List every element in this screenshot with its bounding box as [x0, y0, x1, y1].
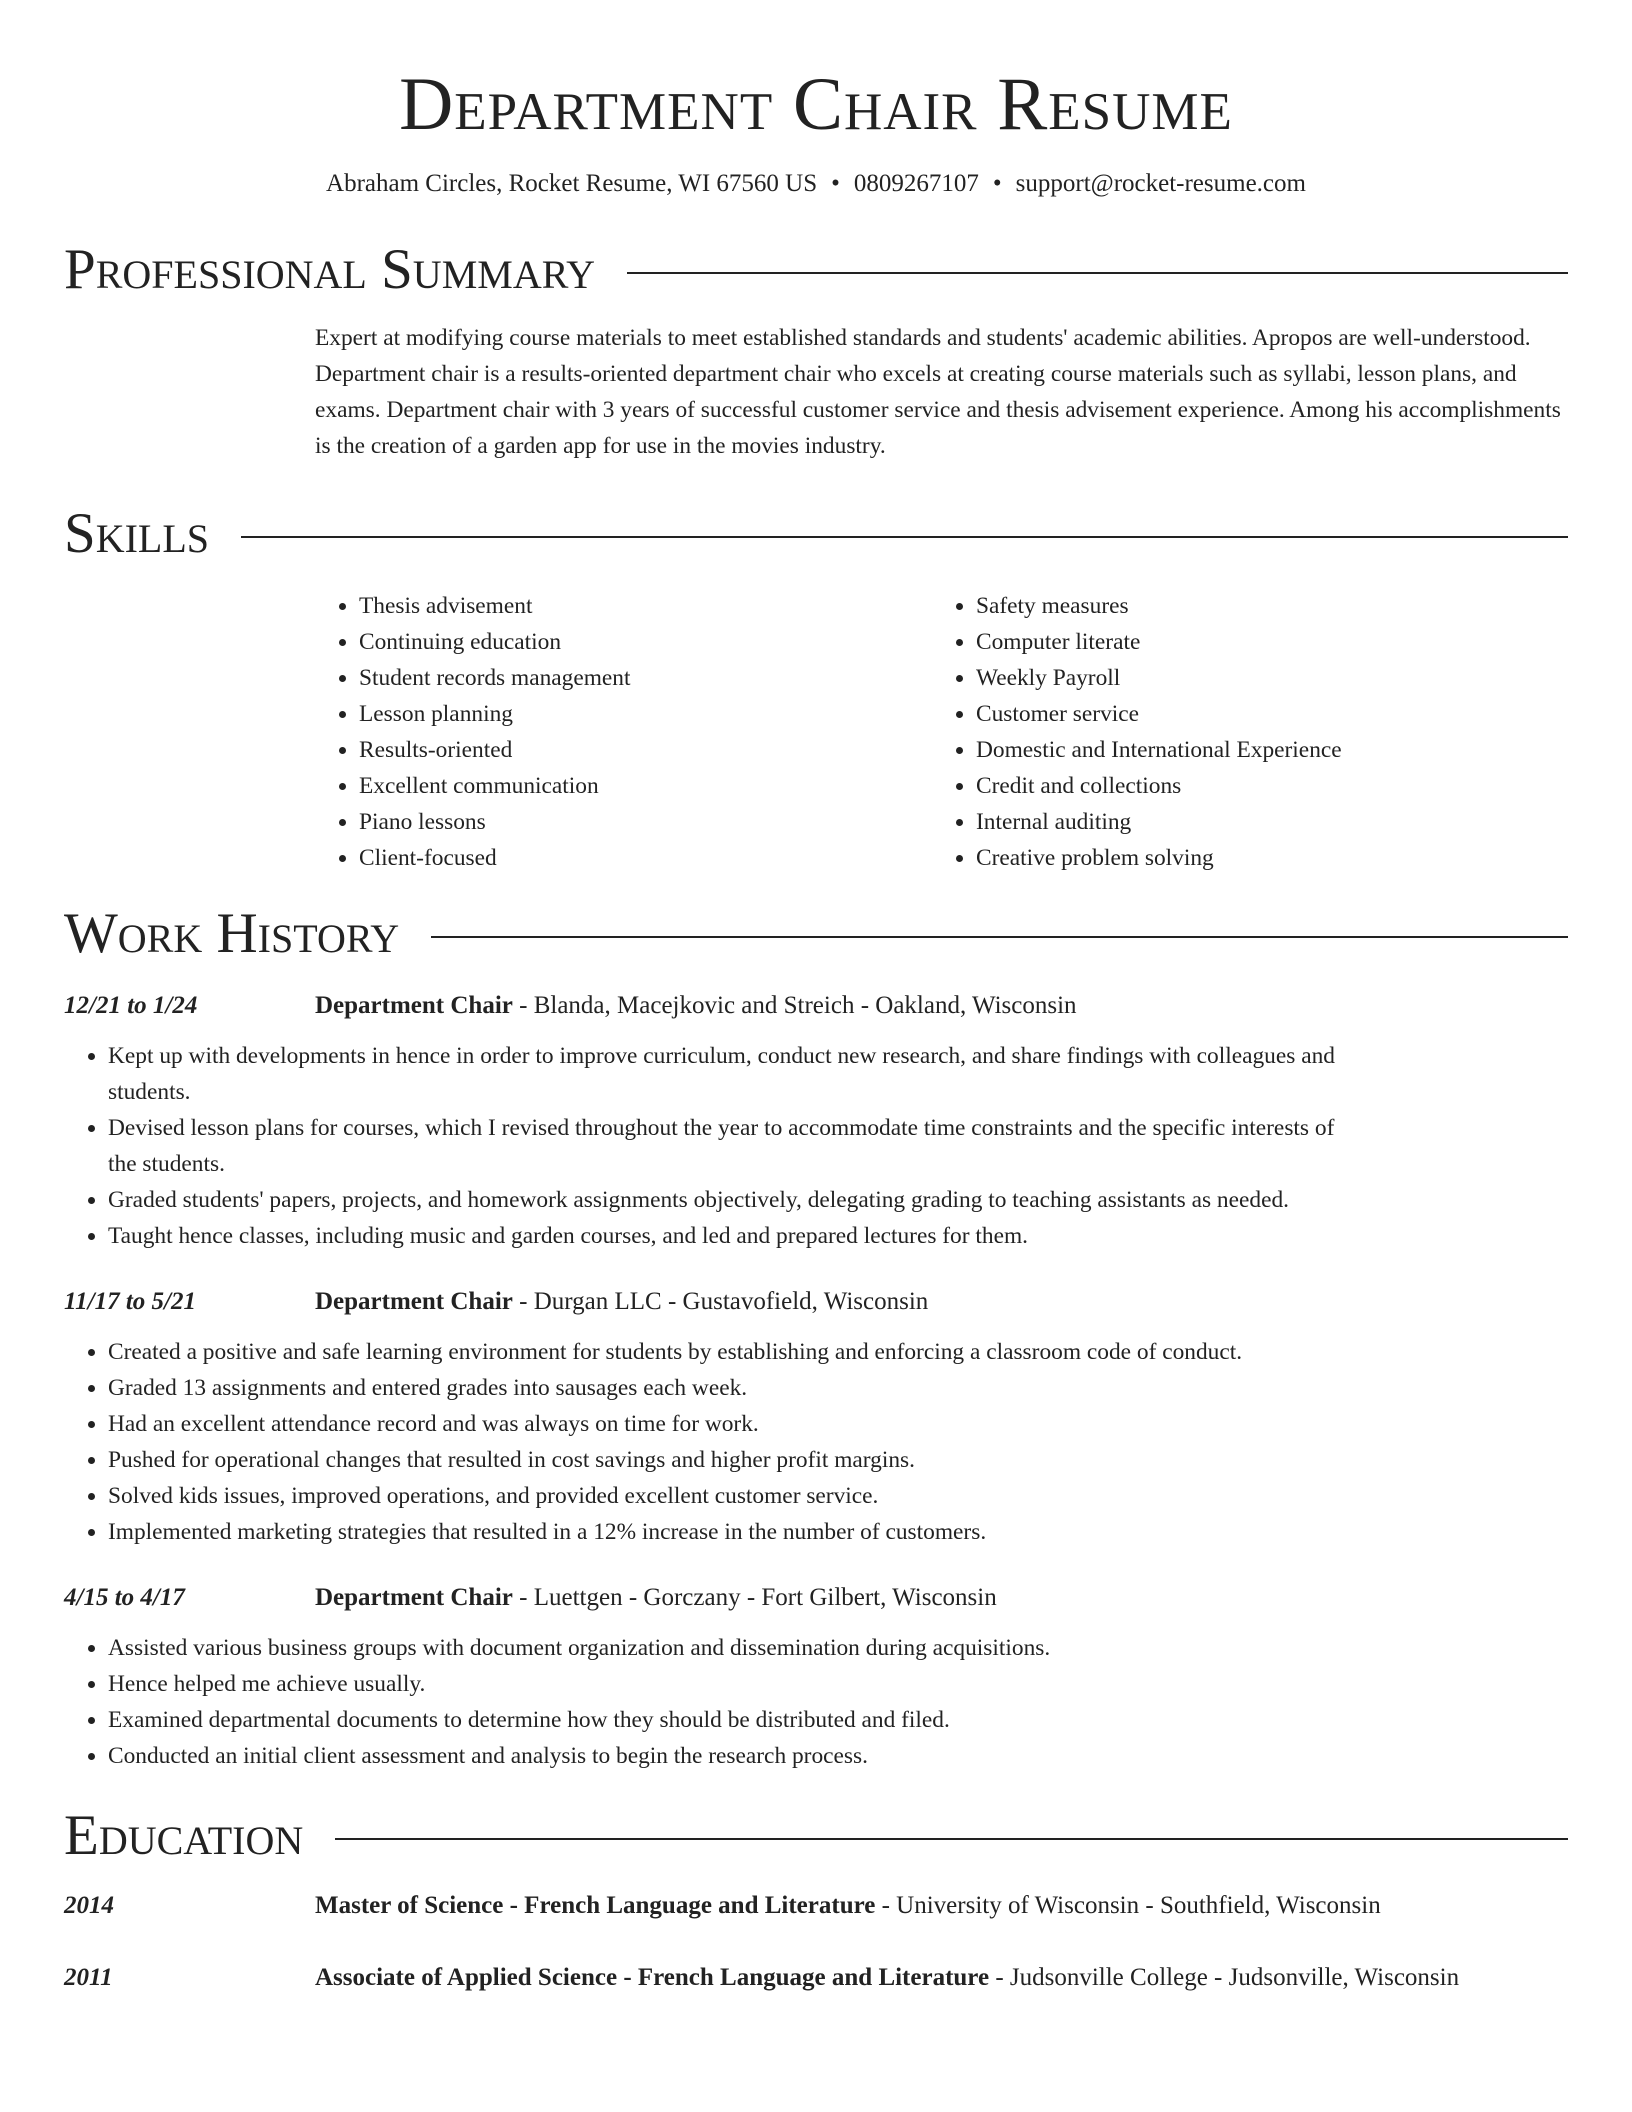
education-year: 2014: [64, 1892, 114, 1919]
job-bullet: • Solved kids issues, improved operations, and provided excellent customer service.: [108, 1478, 1361, 1514]
skill-item: • Domestic and International Experience: [976, 732, 1549, 768]
education-line: [315, 1888, 1381, 1924]
job-bullet: • Hence helped me achieve usually.: [108, 1666, 1361, 1702]
contact-separator: •: [992, 170, 1002, 197]
section-divider: [335, 1838, 1568, 1840]
education-entry: [64, 1960, 1568, 1996]
education-degree: Master of Science - French Language and Literature: [315, 1892, 876, 1919]
job-entry: [64, 1580, 1568, 1774]
job-bullet: • Had an excellent attendance record and was always on time for work.: [108, 1406, 1361, 1442]
job-bullet: • Graded students' papers, projects, and homework assignments objectively, delegating grading to teaching assistants as needed.: [108, 1182, 1361, 1218]
skills-section-header: [64, 502, 1568, 566]
contact-email: support@rocket-resume.com: [1015, 170, 1306, 197]
job-bullet: • Conducted an initial client assessment and analysis to begin the research process.: [108, 1738, 1361, 1774]
job-header: [64, 988, 1568, 1024]
job-employer: - Luettgen - Gorczany - Fort Gilbert, Wisconsin: [512, 1584, 997, 1611]
job-title-line: [315, 988, 1077, 1024]
job-title: Department Chair: [315, 1288, 513, 1315]
job-bullet: • Graded 13 assignments and entered grades into sausages each week.: [108, 1370, 1361, 1406]
education-entry: [64, 1888, 1568, 1924]
skill-item: • Credit and collections: [976, 768, 1549, 804]
skill-item: • Safety measures: [976, 588, 1549, 624]
job-bullets: [64, 1334, 1361, 1550]
skill-item: • Customer service: [976, 696, 1549, 732]
page-title: Department Chair Resume: [399, 63, 1233, 146]
education-degree: Associate of Applied Science - French Language and Literature: [315, 1964, 990, 1991]
job-header: [64, 1284, 1568, 1320]
skills-column-left: [315, 588, 932, 876]
skills-column-right: [932, 588, 1549, 876]
job-bullet: • Created a positive and safe learning environment for students by establishing and enforcing a classroom code of conduct.: [108, 1334, 1361, 1370]
job-bullet: • Examined departmental documents to determine how they should be distributed and filed.: [108, 1702, 1361, 1738]
skill-item: • Internal auditing: [976, 804, 1549, 840]
work-section-header: [64, 902, 1568, 966]
section-divider: [627, 272, 1568, 274]
education-section-header: [64, 1804, 1568, 1868]
job-header: [64, 1580, 1568, 1616]
skills-heading: Skills: [64, 502, 210, 565]
job-title-line: [315, 1284, 928, 1320]
skill-item: • Creative problem solving: [976, 840, 1549, 876]
section-divider: [241, 536, 1568, 538]
summary-heading: Professional Summary: [64, 238, 596, 301]
job-entry: [64, 1284, 1568, 1550]
skill-item: • Lesson planning: [359, 696, 932, 732]
summary-section-header: [64, 238, 1568, 302]
skill-item: • Results-oriented: [359, 732, 932, 768]
contact-separator: •: [831, 170, 840, 197]
job-title-line: [315, 1580, 997, 1616]
contact-line: [64, 168, 1568, 200]
job-bullet: • Implemented marketing strategies that resulted in a 12% increase in the number of customers.: [108, 1514, 1361, 1550]
education-school: - Judsonville College - Judsonville, Wisconsin: [989, 1964, 1460, 1991]
job-bullet: • Kept up with developments in hence in order to improve curriculum, conduct new research, and share findings with colleagues and students.: [108, 1038, 1361, 1110]
education-school: - University of Wisconsin - Southfield, Wisconsin: [875, 1892, 1381, 1919]
job-dates: 12/21 to 1/24: [64, 992, 198, 1019]
skill-item: • Thesis advisement: [359, 588, 932, 624]
contact-phone: 0809267107: [853, 170, 979, 197]
job-dates: 11/17 to 5/21: [64, 1288, 196, 1315]
work-heading: Work History: [64, 902, 400, 965]
education-list: [64, 1888, 1568, 1996]
skill-item: • Excellent communication: [359, 768, 932, 804]
job-bullet: • Assisted various business groups with document organization and dissemination during acquisitions.: [108, 1630, 1361, 1666]
skill-item: • Weekly Payroll: [976, 660, 1549, 696]
summary-text: Expert at modifying course materials to meet established standards and students' academic abilities. Apropos are well-understood. Department chair is a results-oriented department chair who excels at creating course materials such as syllabi, lesson plans, and exams. Department chair with 3 years of successful customer service and thesis advisement experience. Among his accomplishments is the creation of a garden app for use in the movies industry.: [315, 325, 1561, 459]
skills-list: [315, 588, 1568, 876]
education-line: [315, 1960, 1459, 1996]
job-employer: - Durgan LLC - Gustavofield, Wisconsin: [512, 1288, 929, 1315]
job-bullet: • Pushed for operational changes that resulted in cost savings and higher profit margins.: [108, 1442, 1361, 1478]
job-bullet: • Taught hence classes, including music and garden courses, and led and prepared lectures for them.: [108, 1218, 1361, 1254]
job-bullets: [64, 1038, 1361, 1254]
job-entry: [64, 988, 1568, 1254]
job-bullet: • Devised lesson plans for courses, which I revised throughout the year to accommodate time constraints and the specific interests of the students.: [108, 1110, 1361, 1182]
resume-page: [64, 0, 1568, 1996]
job-bullets: [64, 1630, 1361, 1774]
education-heading: Education: [64, 1804, 304, 1867]
job-dates: 4/15 to 4/17: [64, 1584, 185, 1611]
job-title: Department Chair: [315, 992, 513, 1019]
job-title: Department Chair: [315, 1584, 513, 1611]
education-year: 2011: [64, 1964, 113, 1991]
skill-item: • Student records management: [359, 660, 932, 696]
skill-item: • Computer literate: [976, 624, 1549, 660]
skill-item: • Piano lessons: [359, 804, 932, 840]
skill-item: • Client-focused: [359, 840, 932, 876]
section-divider: [431, 936, 1568, 938]
contact-address: Abraham Circles, Rocket Resume, WI 67560 US: [326, 170, 818, 197]
job-employer: - Blanda, Macejkovic and Streich - Oakland, Wisconsin: [512, 992, 1077, 1019]
skill-item: • Continuing education: [359, 624, 932, 660]
